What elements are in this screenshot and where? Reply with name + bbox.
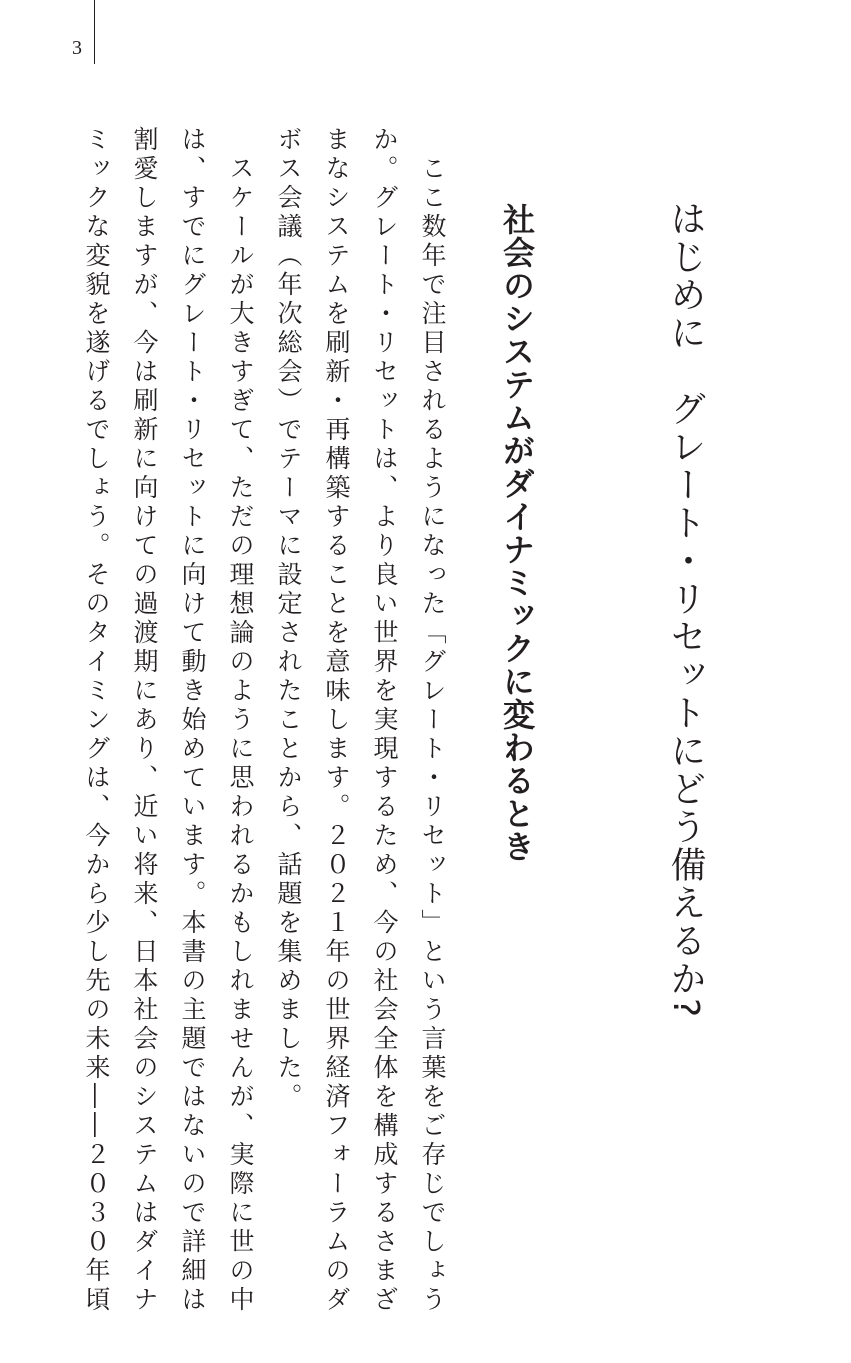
body-line: まなシステムを刷新・再構築することを意味します。２０２１年の世界経済フォーラムのダ: [322, 126, 351, 1315]
body-line: スケールが大きすぎて、ただの理想論のように思われるかもしれませんが、実際に世の中: [226, 126, 255, 1315]
body-line: か。グレート・リセットは、より良い世界を実現するため、今の社会全体を構成するさまざ: [370, 126, 399, 1315]
page-number: 3: [72, 37, 82, 59]
body-line: ミックな変貌を遂げるでしょう。そのタイミングは、今から少し先の未来――２０３０年頃: [82, 126, 111, 1315]
chapter-title: はじめに グレート・リセットにどう備えるか?: [665, 200, 706, 1020]
section-heading: 社会のシステムがダイナミックに変わるとき: [498, 203, 536, 863]
page-number-rule: [94, 0, 95, 64]
body-text: [72, 126, 456, 1315]
body-line: ボス会議（年次総会）でテーマに設定されたことから、話題を集めました。: [274, 126, 303, 1112]
body-line: 割愛しますが、今は刷新に向けての過渡期にあり、近い将来、日本社会のシステムはダイナ: [130, 126, 159, 1315]
body-line: は、すでにグレート・リセットに向けて動き始めています。本書の主題ではないので詳細は: [178, 126, 207, 1315]
body-line: ここ数年で注目されるようになった「グレート・リセット」という言葉をご存じでしょう: [418, 126, 447, 1315]
